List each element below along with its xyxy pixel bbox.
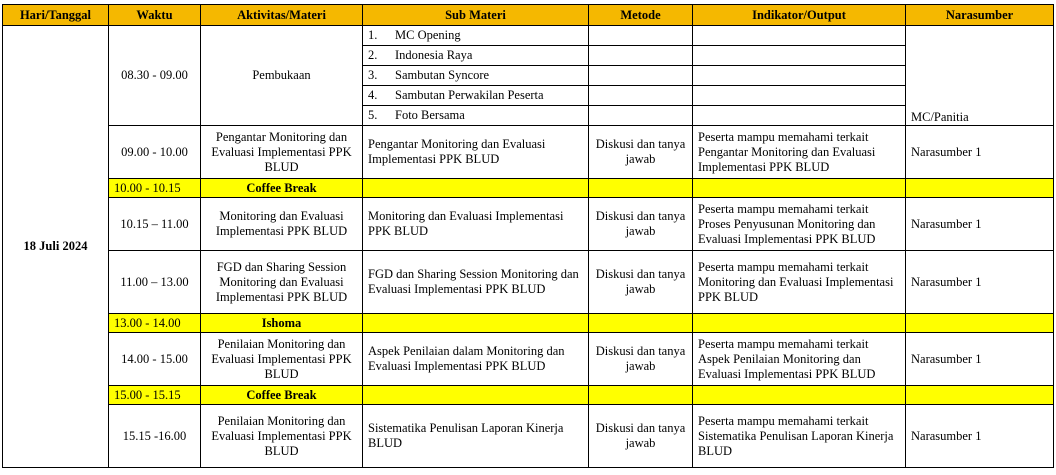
header-sub-materi: Sub Materi (363, 5, 589, 26)
break-row (3, 386, 1054, 405)
activity-cell: Penilaian Monitoring dan Evaluasi Implementasi PPK BLUD (201, 333, 363, 386)
time-cell: 10.15 – 11.00 (109, 198, 201, 251)
output-cell (693, 26, 906, 46)
output-cell (693, 106, 906, 126)
speaker-cell: Narasumber 1 (906, 405, 1054, 468)
sub-item-text: Foto Bersama (395, 108, 465, 122)
sub-item (363, 66, 589, 86)
method-cell: Diskusi dan tanya jawab (589, 333, 693, 386)
break-row (3, 314, 1054, 333)
speaker-cell: MC/Panitia (906, 26, 1054, 126)
time-cell: 15.00 - 15.15 (109, 386, 201, 405)
time-cell: 15.15 -16.00 (109, 405, 201, 468)
header-indikator: Indikator/Output (693, 5, 906, 26)
sub-materi-cell: Sistematika Penulisan Laporan Kinerja BLUD (363, 405, 589, 468)
method-cell (589, 46, 693, 66)
sub-item-text: Indonesia Raya (395, 48, 473, 62)
output-cell: Peserta mampu memahami terkait Aspek Penilaian Monitoring dan Evaluasi Implementasi PPK BLUD (693, 333, 906, 386)
activity-cell: Penilaian Monitoring dan Evaluasi Implementasi PPK BLUD (201, 405, 363, 468)
table-row (3, 198, 1054, 251)
time-cell: 08.30 - 09.00 (109, 26, 201, 126)
sub-item-text: Sambutan Perwakilan Peserta (395, 88, 544, 102)
sub-item (363, 46, 589, 66)
empty-cell (363, 179, 589, 198)
break-row (3, 179, 1054, 198)
sub-item (363, 106, 589, 126)
output-cell (693, 66, 906, 86)
table-row (3, 405, 1054, 468)
date-cell: 18 Juli 2024 (3, 26, 109, 468)
empty-cell (589, 386, 693, 405)
schedule-table (2, 4, 1054, 468)
sub-materi-cell: Pengantar Monitoring dan Evaluasi Implementasi PPK BLUD (363, 126, 589, 179)
sub-materi-cell: Aspek Penilaian dalam Monitoring dan Evaluasi Implementasi PPK BLUD (363, 333, 589, 386)
sub-materi-cell: Monitoring dan Evaluasi Implementasi PPK BLUD (363, 198, 589, 251)
time-cell: 09.00 - 10.00 (109, 126, 201, 179)
activity-cell: Pengantar Monitoring dan Evaluasi Implementasi PPK BLUD (201, 126, 363, 179)
header-aktivitas: Aktivitas/Materi (201, 5, 363, 26)
method-cell (589, 66, 693, 86)
method-cell: Diskusi dan tanya jawab (589, 126, 693, 179)
empty-cell (906, 386, 1054, 405)
activity-cell: Monitoring dan Evaluasi Implementasi PPK BLUD (201, 198, 363, 251)
sub-item-text: Sambutan Syncore (395, 68, 490, 82)
time-cell: 13.00 - 14.00 (109, 314, 201, 333)
speaker-cell: Narasumber 1 (906, 126, 1054, 179)
empty-cell (693, 386, 906, 405)
sub-item (363, 26, 589, 46)
sub-item-text: MC Opening (395, 28, 461, 42)
output-cell: Peserta mampu memahami terkait Monitoring dan Evaluasi Implementasi PPK BLUD (693, 251, 906, 314)
table-row (3, 251, 1054, 314)
sub-item-number: 5. (368, 108, 378, 122)
sub-item-number: 3. (368, 68, 378, 82)
activity-cell: FGD dan Sharing Session Monitoring dan Evaluasi Implementasi PPK BLUD (201, 251, 363, 314)
speaker-cell: Narasumber 1 (906, 251, 1054, 314)
output-cell (693, 86, 906, 106)
header-row (3, 5, 1054, 26)
empty-cell (693, 179, 906, 198)
sub-item (363, 86, 589, 106)
output-cell: Peserta mampu memahami terkait Sistematika Penulisan Laporan Kinerja BLUD (693, 405, 906, 468)
table-row (3, 333, 1054, 386)
empty-cell (906, 314, 1054, 333)
output-cell: Peserta mampu memahami terkait Proses Penyusunan Monitoring dan Evaluasi Implementasi PPK BLUD (693, 198, 906, 251)
table-row (3, 26, 1054, 46)
empty-cell (363, 314, 589, 333)
time-cell: 10.00 - 10.15 (109, 179, 201, 198)
method-cell (589, 86, 693, 106)
sub-materi-cell: FGD dan Sharing Session Monitoring dan Evaluasi Implementasi PPK BLUD (363, 251, 589, 314)
method-cell (589, 26, 693, 46)
header-waktu: Waktu (109, 5, 201, 26)
sub-item-number: 1. (368, 28, 378, 42)
header-metode: Metode (589, 5, 693, 26)
break-label: Ishoma (201, 314, 363, 333)
output-cell: Peserta mampu memahami terkait Pengantar Monitoring dan Evaluasi Implementasi PPK BLUD (693, 126, 906, 179)
activity-cell: Pembukaan (201, 26, 363, 126)
table-row (3, 126, 1054, 179)
empty-cell (363, 386, 589, 405)
header-hari-tanggal: Hari/Tanggal (3, 5, 109, 26)
method-cell: Diskusi dan tanya jawab (589, 251, 693, 314)
method-cell: Diskusi dan tanya jawab (589, 405, 693, 468)
sub-item-number: 4. (368, 88, 378, 102)
time-cell: 11.00 – 13.00 (109, 251, 201, 314)
break-label: Coffee Break (201, 179, 363, 198)
empty-cell (906, 179, 1054, 198)
speaker-cell: Narasumber 1 (906, 198, 1054, 251)
header-narasumber: Narasumber (906, 5, 1054, 26)
empty-cell (589, 179, 693, 198)
time-cell: 14.00 - 15.00 (109, 333, 201, 386)
empty-cell (693, 314, 906, 333)
speaker-cell: Narasumber 1 (906, 333, 1054, 386)
empty-cell (589, 314, 693, 333)
method-cell: Diskusi dan tanya jawab (589, 198, 693, 251)
output-cell (693, 46, 906, 66)
method-cell (589, 106, 693, 126)
break-label: Coffee Break (201, 386, 363, 405)
sub-item-number: 2. (368, 48, 378, 62)
